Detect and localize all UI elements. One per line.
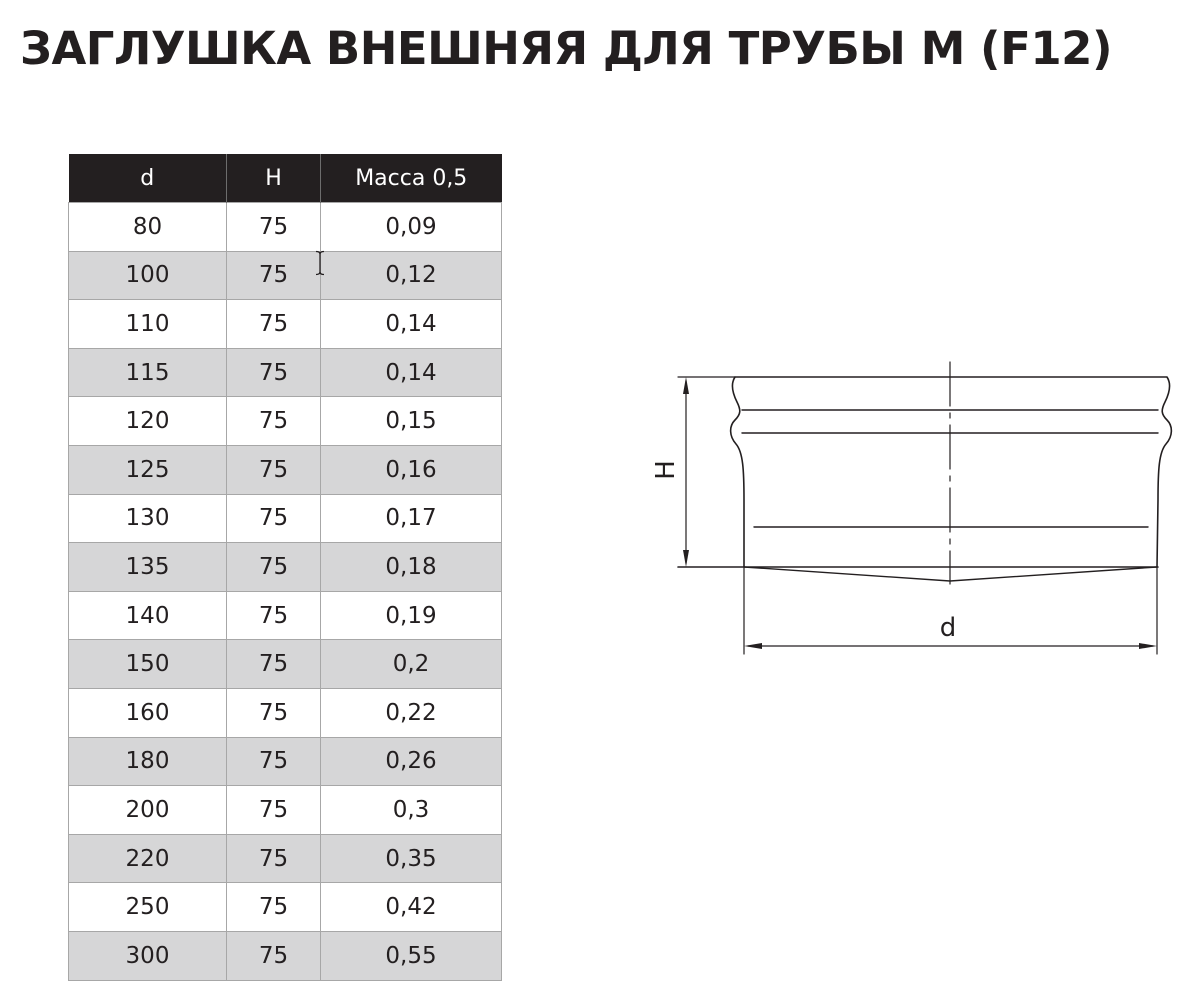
- cell-mass: 0,2: [321, 640, 502, 689]
- d-dimension-label: d: [939, 613, 957, 643]
- cap-outline: [731, 377, 1172, 567]
- header-h: H: [227, 154, 321, 203]
- cell-mass: 0,22: [321, 688, 502, 737]
- cell-mass: 0,14: [321, 348, 502, 397]
- cell-d: 250: [69, 883, 227, 932]
- cell-h: 75: [227, 688, 321, 737]
- cell-mass: 0,18: [321, 543, 502, 592]
- i-beam-cursor-icon: [314, 250, 326, 276]
- cell-mass: 0,3: [321, 786, 502, 835]
- cell-h: 75: [227, 543, 321, 592]
- cell-h: 75: [227, 348, 321, 397]
- cell-d: 130: [69, 494, 227, 543]
- cell-h: 75: [227, 300, 321, 349]
- cell-h: 75: [227, 397, 321, 446]
- cell-h: 75: [227, 786, 321, 835]
- cell-mass: 0,09: [321, 203, 502, 252]
- cell-d: 150: [69, 640, 227, 689]
- cell-mass: 0,15: [321, 397, 502, 446]
- cell-h: 75: [227, 834, 321, 883]
- cell-d: 135: [69, 543, 227, 592]
- cell-mass: 0,19: [321, 591, 502, 640]
- cell-mass: 0,14: [321, 300, 502, 349]
- cell-d: 220: [69, 834, 227, 883]
- cell-h: 75: [227, 591, 321, 640]
- cell-h: 75: [227, 737, 321, 786]
- h-dimension-label: H: [651, 460, 681, 480]
- cell-d: 110: [69, 300, 227, 349]
- cell-d: 200: [69, 786, 227, 835]
- header-d: d: [69, 154, 227, 203]
- cell-mass: 0,26: [321, 737, 502, 786]
- cell-h: 75: [227, 203, 321, 252]
- d-arrow-right: [1139, 643, 1157, 649]
- cell-d: 100: [69, 251, 227, 300]
- cell-h: 75: [227, 494, 321, 543]
- header-mass: Масса 0,5: [321, 154, 502, 203]
- cell-h: 75: [227, 445, 321, 494]
- cell-mass: 0,16: [321, 445, 502, 494]
- cell-d: 180: [69, 737, 227, 786]
- cell-mass: 0,55: [321, 931, 502, 980]
- cell-h: 75: [227, 640, 321, 689]
- cell-h: 75: [227, 883, 321, 932]
- cell-mass: 0,17: [321, 494, 502, 543]
- cell-d: 140: [69, 591, 227, 640]
- cell-d: 125: [69, 445, 227, 494]
- cell-d: 80: [69, 203, 227, 252]
- h-arrow-top: [683, 377, 689, 394]
- cell-mass: 0,42: [321, 883, 502, 932]
- cell-d: 115: [69, 348, 227, 397]
- cell-mass: 0,12: [321, 251, 502, 300]
- cell-h: 75: [227, 931, 321, 980]
- cell-mass: 0,35: [321, 834, 502, 883]
- cell-d: 300: [69, 931, 227, 980]
- page-title: ЗАГЛУШКА ВНЕШНЯЯ ДЛЯ ТРУБЫ М (F12): [20, 22, 1113, 75]
- cell-d: 120: [69, 397, 227, 446]
- h-arrow-bottom: [683, 550, 689, 567]
- cell-h: 75: [227, 251, 321, 300]
- d-arrow-left: [744, 643, 762, 649]
- cell-d: 160: [69, 688, 227, 737]
